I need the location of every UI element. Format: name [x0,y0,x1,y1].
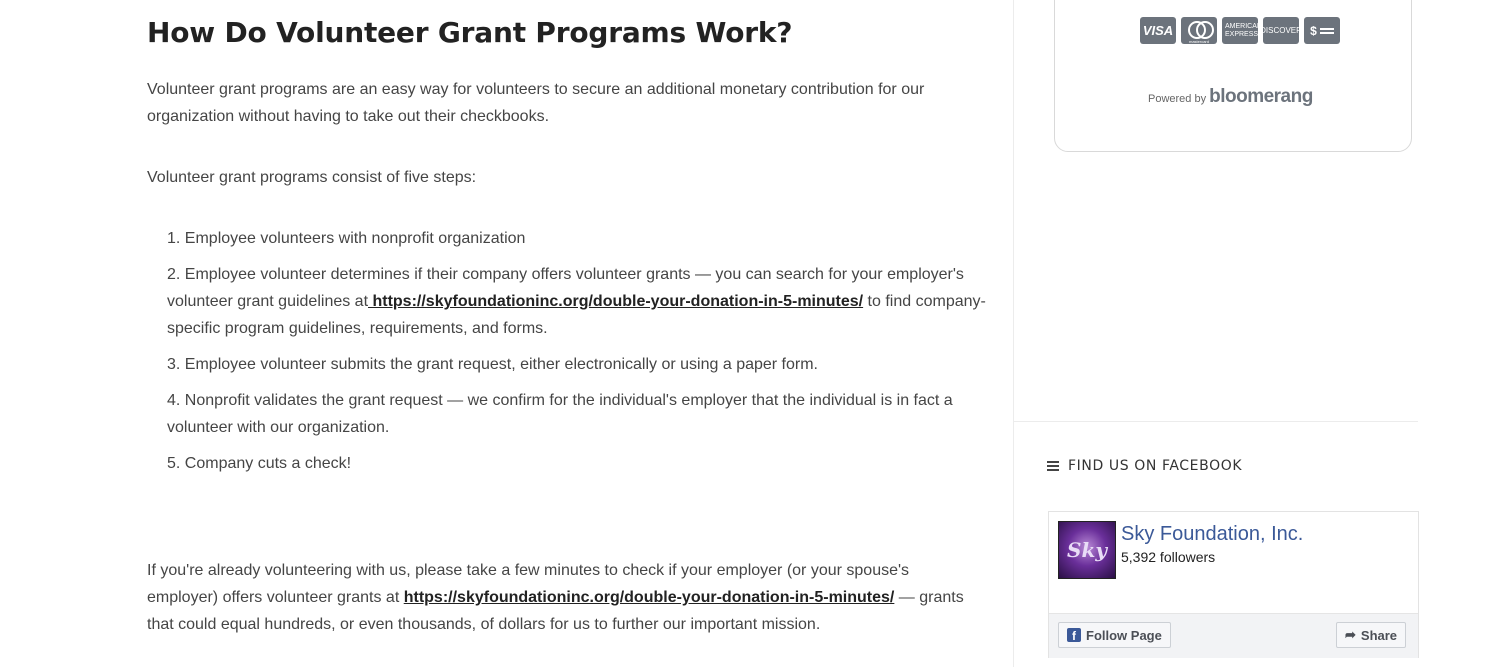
sidebar-divider [1013,0,1014,667]
powered-by-bloomerang[interactable] [1148,86,1313,108]
cash-icon [1304,17,1340,44]
list-item: 3. Employee volunteer submits the grant request, either electronically or using a paper form. [167,356,818,373]
cash-label: $ [1310,23,1317,38]
list-item: 4. Nonprofit validates the grant request — we confirm for the individual's employer that the individual is in fact a volunteer with our organization. [167,392,953,436]
widget-title: FIND US ON FACEBOOK [1068,458,1243,474]
steps-intro: Volunteer grant programs consist of five steps: [147,169,477,186]
visa-label: VISA [1142,23,1174,38]
avatar[interactable] [1058,521,1116,579]
facebook-page-name[interactable]: Sky Foundation, Inc. [1121,523,1304,545]
discover-label: DISCOVER [1260,25,1302,35]
double-donation-link[interactable]: https://skyfoundationinc.org/double-your-donation-in-5-minutes/ [368,293,864,310]
share-arrow-icon: ➦ [1345,627,1356,642]
page-title: How Do Volunteer Grant Programs Work? [147,16,793,49]
double-donation-link[interactable]: https://skyfoundationinc.org/double-your-donation-in-5-minutes/ [403,589,895,606]
bloomerang-logo: bloomerang [1209,86,1313,107]
avatar-logo-text: Sky [1067,538,1107,562]
share-label: Share [1360,627,1398,643]
american-express-icon [1222,17,1262,44]
list-item: 1. Employee volunteers with nonprofit organization [167,230,526,247]
follow-label: Follow Page [1086,627,1162,643]
mastercard-icon [1181,17,1217,44]
powered-by-label: Powered by [1148,93,1207,105]
list-item: 5. Company cuts a check! [167,455,352,472]
steps-list [167,225,987,486]
closing-paragraph [147,557,967,638]
share-button[interactable] [1336,622,1406,648]
follower-count: 5,392 followers [1121,549,1216,565]
list-item [167,261,987,342]
closing-text: — grants that could equal hundreds, or even thousands, of dollars for us to further our important mission. [147,589,964,633]
step-text: 2. Employee volunteer determines if their company offers volunteer grants — you can search for your employer's volunteer grant guidelines at [167,266,964,310]
facebook-page-plugin [1048,511,1419,658]
closing-text: If you're already volunteering with us, please take a few minutes to check if your employer (or your spouse's employer) offers volunteer grants at [147,562,910,606]
intro-paragraph: Volunteer grant programs are an easy way for volunteers to secure an additional monetary contribution for our organization without having to take out their checkbooks. [147,81,925,125]
facebook-icon: f [1067,628,1081,642]
menu-lines-icon [1047,461,1059,471]
facebook-action-bar [1049,613,1418,658]
follow-page-button[interactable] [1058,622,1171,648]
payment-methods [1140,17,1340,44]
visa-card-icon [1140,17,1176,44]
widget-divider [1014,421,1418,422]
amex-label: AMERICAN EXPRESS [1225,22,1262,38]
step-text: to find company-specific program guidelines, requirements, and forms. [167,293,986,337]
facebook-widget-header [1047,458,1242,474]
mastercard-label: mastercard [1188,39,1209,44]
discover-card-icon [1260,17,1302,44]
